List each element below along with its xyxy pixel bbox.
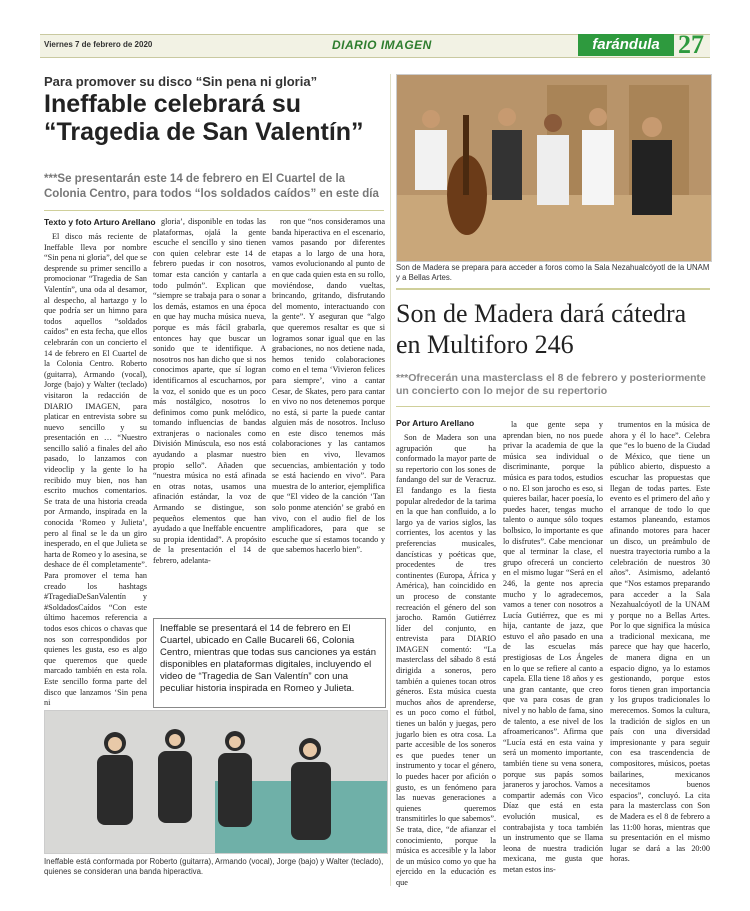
article2-photo-caption: Son de Madera se prepara para acceder a foros como la Sala Nezahualcóyotl de la UNAM y a Bellas Artes. [396, 263, 710, 282]
article2-column-1 [396, 433, 496, 885]
article1-kicker: Para promover su disco “Sin pena ni gloria” [44, 74, 318, 89]
article2-divider-top [396, 288, 710, 290]
article1-column-1-text: El disco más reciente de Ineffable lleva por nombre “Sin pena ni gloria”, del que se desprende su primer sencillo a promocionar “Tragedia de San Valentín”, una oda al desamor, al despecho, al hartazgo y lo que podría ser un himno para todos aquellos “soldados caídos” en esta fecha, que ellos celebrarán con un concierto el 14 de febrero en El Cuartel de la Colonia Centro. Roberto (guitarra), Armando (vocal), Jorge (bajo) y Walter (teclado) visitaron la redacción de DIARIO IMAGEN, para platicar en entrevista sobre su nuevo sencillo y su presentación en … “Nuestro sencillo salió a finales del año pasado, lo lanzamos con videoclip y la gente lo ha recibido muy bien, nos han escrito muchos comentarios. Se trata de una historia creada por Armando, inspirada en la conocida ‘Romeo y Julieta’, pero al final se le da un giro inesperado, en el que Julieta se harta de Romeo y lo asesina, se deshace de él completamente”. Para promover el tema han creado los hashtags #TragediaDeSanValentín y #SoldadosCaídos “Con este último hacemos referencia a todos esos chicos o chavas que nos son correspondidos por quienes les gusta, eso es algo que queremos que quede marcado también en esta rola. Este sencillo forma parte del disco que lanzamos ‘Sin pena ni [44, 232, 147, 708]
article2-column-1-text: Son de Madera son una agrupación que ha conformado la mayor parte de su repertorio con los sones de fandango del sur de Veracruz. El fandango es la fiesta popular alrededor de la tarima en la que han confluido, a lo largo ya de varios siglos, las corrientes, los acentos y las preferencias musicales, dancísticas y poéticas que, procedentes de tres continentes (Europa, África y América), han coincidido en un proceso de constante recreación el género del son jarocho. Ramón Gutiérrez líder del conjunto, en entrevista para DIARIO IMAGEN comentó: “La masterclass del sábado 8 está dirigida a soneros, pero también a quienes tocan otros géneros. Esta música cuesta muchos años de aprenderse, es un poco como el fútbol, tienes un balón y juegas, pero jugarlo bien es otra cosa. La parte accesible de los soneros es que puedes tener un instrumento y tocar el género, lo puedes hacer por afición o gusto, es un fenómeno para las nuevas generaciones a quienes queremos transmitirles lo que sabemos”. Se trata, dice, “de afianzar el conocimiento, porque la música es accesible y la labor de un músico como yo que ha ejercido en la educación es que [396, 433, 496, 887]
article2-column-3-text: trumentos en la música de ahora y él lo hace”. Celebra que “es lo bueno de la Ciudad de México, que tiene un público abierto, dispuesto a escuchar las propuestas que llegan de todas partes. Este evento es el primero del año y el arranque de todo lo que estamos planeando, estamos afinando motores para hacer un disco, un preámbulo de nuestra trayectoria rumbo a la celebración de nuestros 30 años”. Asimismo, adelantó que “Nos estamos preparando para acceder a la Sala Nezahualcóyotl de la UNAM y porque no a Bellas Artes. Por lo que significa la música a tradicional mexicana, me parece que hay que hacerlo, de manera digna en un espacio digno, ya lo estamos gestionando, porque estos foros tienen gran importancia y los grupos tradicionales lo merecemos. Somos la cultura, la tradición de siglos en un país con una diversidad impresionante y para seguir con esa trascendencia de compositores, músicos, poetas bailarines, mexicanos necesitamos buenos espacios”, concluyó. La cita para la masterclass con Son de Madera es el 8 de febrero a las 11:00 horas, mientras que su presentación en el mismo lugar se dará a las 20:00 horas. [610, 420, 710, 864]
page-number: 27 [678, 30, 704, 59]
article2-column-2 [503, 420, 603, 885]
article2-column-3 [610, 420, 710, 885]
article1-lede: ***Se presentarán este 14 de febrero en El Cuartel de la Colonia Centro, para todos “los soldados caídos” en este día [44, 173, 379, 200]
article1-highlight-box: Ineffable se presentará el 14 de febrero en El Cuartel, ubicado en Calle Bucareli 66, Colonia Centro, mientras que todas sus canciones ya están disponibles en plataformas digitales, incluyendo el video de “Tragedia de San Valentín” con una peculiar historia inspirada en Romeo y Julieta. [153, 618, 386, 708]
section-label: farándula [578, 34, 674, 56]
column-divider [390, 74, 391, 886]
article1-byline: Texto y foto Arturo Arellano [44, 217, 156, 227]
article2-byline: Por Arturo Arellano [396, 418, 475, 428]
article2-lede: ***Ofrecerán una masterclass el 8 de febrero y posteriormente un concierto con lo mejor de su repertorio [396, 372, 706, 397]
group-photo-illustration [397, 75, 711, 261]
article1-column-1 [44, 232, 147, 708]
header-date: Viernes 7 de febrero de 2020 [44, 40, 153, 49]
article1-column-3-text: ron que “nos consideramos una banda hiperactiva en el escenario, vamos pasando por diferentes etapas a lo largo de una hora, vamos evolucionando al punto de en que cada quien esta en su rollo, moviéndose, dando vueltas, brincando, gritando, disfrutando del momento, interactuando con la gente”. Y aseguran que “algo que queremos resaltar es que si logramos sonar igual que en las grabaciones, no nos detiene nada, hemos tenido colaboraciones como en el tema ‘Vivieron felices para siempre’, vino a cantar Cesar, de Skates, pero para cantar en vivo no nos detenemos porque no está, si parte la puede cantar alguien más de nosotros. Incluso en este disco tenemos más colaboraciones y las cantamos bien en vivo, llevamos secuencias, ambientación y todo se está haciendo en vivo”. Para muestra de lo anterior, ejemplifica que “El video de la canción ‘Tan solo ponme atención’ se grabó en vivo, con el audio fiel de los amplificadores, para que se escuche que sí estamos tocando y que sabemos hacerlo bien”. [272, 217, 385, 555]
article1-headline: Ineffable celebrará su “Tragedia de San Valentín” [44, 90, 364, 146]
article2-group-photo [396, 74, 712, 262]
article1-divider [44, 210, 384, 211]
article2-headline: Son de Madera dará cátedra en Multiforo 246 [396, 299, 687, 359]
page-header [0, 0, 750, 62]
article2-divider [396, 406, 710, 407]
article2-column-2-text: la que gente sepa y aprendan bien, no nos puede privar la academia de que la música sea individual o discriminante, porque la música es para todos, estudios o no. El son jarocho es eso, si quieres bailar, hacer poesía, lo puedes hacer, tengas mucho talento o aunque sólo toques bolbsico, lo importante es que lo disfrutes”. Cabe mencionar que al terminar la clase, el grupo ofrecerá un concierto en el mismo lugar “Será en el 246, la gente nos aprecia mucho y lo agradecemos, vamos a tener con nosotros a Lucía Gutiérrez, que es mi hija, cantante de jazz, que estuvo el año pasado en una de las escuelas más prestigiosas de Los Ángeles en lo que se refiere al canto a capela. Ella tiene 18 años y es una gran cantante, que creo que va para cosas de gran nivel y no hablo de fama, sino de talento, a ese nivel de los afroamericanos”. Afirma que “Lucía está en esta vaina y será un momento importante, también tiene su vena sonera, porque sus papás somos jaraneros y jarochos. Vamos a compartir además con Vico Díaz que está en esta evolución musical, es contrabajista y toca también un instrumento que se llama leona de nuestra tradición mexicana, me gusta que metan estos ins- [503, 420, 603, 874]
header-brand: DIARIO IMAGEN [332, 38, 432, 52]
article1-column-2 [153, 217, 266, 615]
article1-band-photo [44, 710, 388, 854]
article1-photo-caption: Ineffable está conformada por Roberto (guitarra), Armando (vocal), Jorge (bajo) y Walter (teclado), quienes se consideran una banda hiperactiva. [44, 857, 384, 876]
article1-column-2-text: gloria’, disponible en todas las plataformas, ojalá la gente escuche el sencillo y sino tienen con quien celebrar este 14 de febrero puedas ir con nosotros, tomar esta canción y cantarla a todo pulmón”. Explican que “siempre se trabaja para o sonar a los demás, estamos en una época en que hay mucha música nueva, porque es más fácil grabarla, entonces hay que buscar un sonido que te identifique. A nosotros nos han dicho que si nos conocimos aparte, que sí logran identificarnos al escucharnos, por la voz, el sonido que es un poco más nostálgico, nosotros lo definimos como punk melódico, tomando influencias de bandas extranjeras o nacionales como División Minúscula, eso nos está ayudando a plasmar nuestro propio sello”. Añaden que “nuestra música no está afinada en otras notas, usamos una afinación estándar, la voz de Armando se distingue, son pequeños elementos que han ayudado a que Ineffable encuentre su propia identidad”. A propósito de la presentación el 14 de febrero, adelanta- [153, 217, 266, 565]
article1-column-3 [272, 217, 385, 615]
band-photo-illustration [45, 711, 387, 853]
